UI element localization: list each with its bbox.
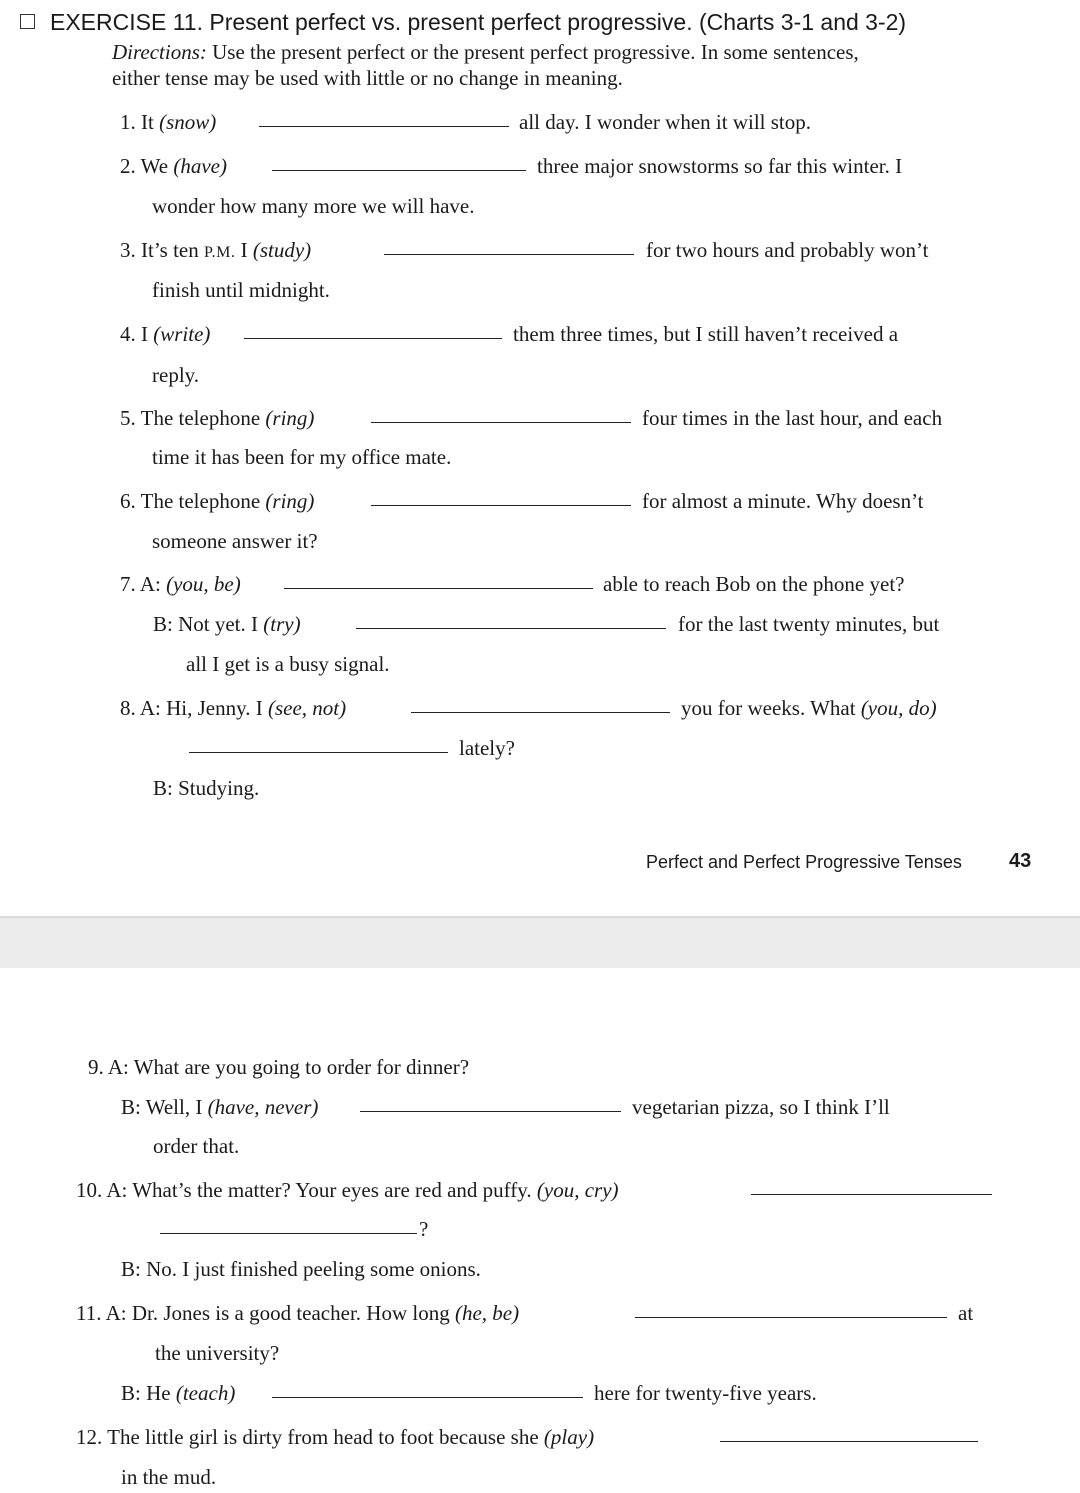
item-3-blank[interactable]: [384, 254, 634, 255]
item-7-continuation: all I get is a busy signal.: [186, 652, 390, 676]
item-8-response-b: B: Studying.: [153, 776, 260, 800]
item-9-prompt-a: 9. A: What are you going to order for dinner?: [88, 1055, 470, 1079]
item-2-text: three major snowstorms so far this winter. I: [537, 154, 903, 178]
exercise-title: EXERCISE 11. Present perfect vs. present perfect progressive. (Charts 3-1 and 3-2): [50, 9, 907, 35]
item-4-text: them three times, but I still haven’t received a: [513, 322, 899, 346]
item-9-blank[interactable]: [360, 1111, 621, 1112]
item-11-prompt-a: 11. A: Dr. Jones is a good teacher. How long (he, be): [76, 1301, 520, 1325]
item-6-text: for almost a minute. Why doesn’t: [642, 489, 924, 513]
item-2-prompt: 2. We (have): [120, 154, 227, 178]
item-1-text: all day. I wonder when it will stop.: [519, 110, 812, 134]
item-7-prompt-b: B: Not yet. I (try): [153, 612, 301, 636]
item-10-blank-a[interactable]: [751, 1194, 992, 1195]
page-separator: [0, 916, 1080, 968]
item-5-text: four times in the last hour, and each: [642, 406, 943, 430]
item-11-blank-a[interactable]: [635, 1317, 947, 1318]
item-2-blank[interactable]: [272, 170, 526, 171]
item-11-text-a: at: [958, 1301, 974, 1325]
directions-label: Directions:: [112, 40, 207, 64]
item-3-continuation: finish until midnight.: [152, 278, 330, 302]
item-7-blank-a[interactable]: [284, 588, 593, 589]
item-3-prompt: 3. It’s ten P.M. I (study): [120, 238, 312, 262]
item-12-blank[interactable]: [720, 1441, 978, 1442]
item-6-blank[interactable]: [371, 505, 631, 506]
item-1-blank[interactable]: [259, 126, 509, 127]
item-5-continuation: time it has been for my office mate.: [152, 445, 452, 469]
item-8-blank-a2[interactable]: [189, 752, 448, 753]
item-12-prompt: 12. The little girl is dirty from head to foot because she (play): [76, 1425, 595, 1449]
item-7-text-b: for the last twenty minutes, but: [678, 612, 940, 636]
item-8-text-a: you for weeks. What (you, do): [681, 696, 937, 720]
item-6-prompt: 6. The telephone (ring): [120, 489, 315, 513]
item-4-continuation: reply.: [152, 363, 200, 387]
item-11-blank-b[interactable]: [272, 1397, 583, 1398]
item-4-blank[interactable]: [244, 338, 502, 339]
page-44: [0, 968, 1080, 1493]
item-6-continuation: someone answer it?: [152, 529, 318, 553]
item-7-blank-b[interactable]: [356, 628, 666, 629]
item-9-prompt-b: B: Well, I (have, never): [121, 1095, 319, 1119]
item-5-prompt: 5. The telephone (ring): [120, 406, 315, 430]
directions-text-1: Use the present perfect or the present perfect progressive. In some sentences,: [212, 40, 859, 64]
directions-line-1: [112, 39, 859, 65]
footer-chapter-title: Perfect and Perfect Progressive Tenses: [646, 852, 962, 872]
item-10-question-mark: ?: [419, 1217, 429, 1241]
item-3-text: for two hours and probably won’t: [646, 238, 929, 262]
item-4-prompt: 4. I (write): [120, 322, 211, 346]
item-8-blank-a[interactable]: [411, 712, 670, 713]
item-7-text-a: able to reach Bob on the phone yet?: [603, 572, 905, 596]
item-11-continuation: the university?: [155, 1341, 280, 1365]
item-5-blank[interactable]: [371, 422, 631, 423]
item-8-prompt-a: 8. A: Hi, Jenny. I (see, not): [120, 696, 347, 720]
item-8-continuation: lately?: [459, 736, 515, 760]
directions-line-2: either tense may be used with little or no change in meaning.: [112, 66, 623, 90]
exercise-checkbox[interactable]: [20, 14, 35, 29]
item-11-text-b: here for twenty-five years.: [594, 1381, 817, 1405]
item-7-prompt-a: 7. A: (you, be): [120, 572, 241, 596]
item-10-response-b: B: No. I just finished peeling some onions.: [121, 1257, 481, 1281]
item-1-prompt: 1. It (snow): [120, 110, 217, 134]
item-11-prompt-b: B: He (teach): [121, 1381, 236, 1405]
item-9-continuation: order that.: [153, 1134, 240, 1158]
item-2-continuation: wonder how many more we will have.: [152, 194, 475, 218]
item-10-blank-a2[interactable]: [160, 1233, 417, 1234]
page-number: 43: [1009, 850, 1032, 872]
item-10-prompt-a: 10. A: What’s the matter? Your eyes are red and puffy. (you, cry): [76, 1178, 619, 1202]
item-9-text-b: vegetarian pizza, so I think I’ll: [632, 1095, 890, 1119]
item-12-continuation: in the mud.: [121, 1465, 217, 1489]
